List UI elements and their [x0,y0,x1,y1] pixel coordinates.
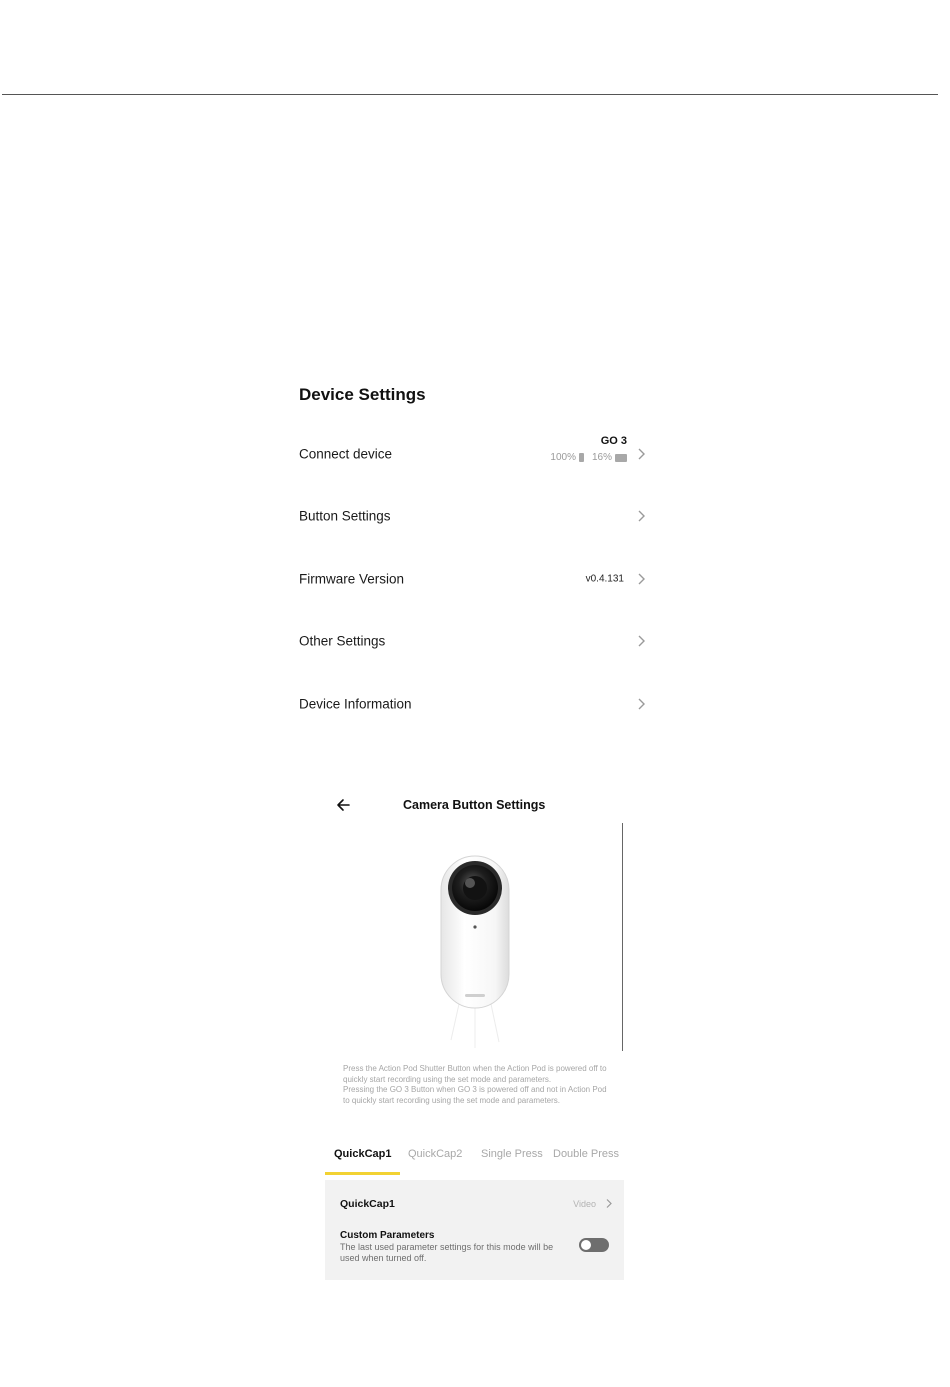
custom-parameters-toggle[interactable] [579,1238,609,1252]
firmware-version-value: v0.4.131 [585,573,624,585]
toggle-knob [581,1240,591,1250]
row-firmware-version[interactable] [299,564,646,594]
description-go3: Pressing the GO 3 Button when GO 3 is powered off and not in Action Pod to quickly start recording using the set mode and parameters. [343,1085,607,1105]
description-action-pod: Press the Action Pod Shutter Button when the Action Pod is powered off to quickly start recording using the set mode and parameters. [343,1064,607,1084]
top-divider [2,94,938,95]
chevron-right-icon [636,572,646,586]
custom-parameters-help: The last used parameter settings for this mode will be used when turned off. [340,1242,554,1263]
custom-parameters-label: Custom Parameters [340,1230,435,1241]
scrollbar[interactable] [622,823,623,1051]
connect-device-label: Connect device [299,446,393,462]
button-tabs [325,1148,625,1174]
button-description [343,1064,607,1106]
chevron-right-icon[interactable] [605,1198,613,1209]
tab-quickcap2[interactable]: QuickCap2 [408,1148,463,1160]
button-settings-label: Button Settings [299,508,391,524]
chevron-right-icon [636,509,646,523]
active-tab-indicator [325,1172,400,1175]
camera-illustration [429,852,521,1052]
quickcap-mode-value: Video [573,1199,596,1209]
tab-single-press[interactable]: Single Press [481,1148,543,1160]
tab-quickcap1[interactable]: QuickCap1 [334,1148,392,1160]
battery-icon [579,453,584,462]
row-connect-device[interactable] [299,435,646,469]
device-status [550,452,627,463]
row-other-settings[interactable] [299,626,646,656]
arrow-left-icon[interactable] [335,797,351,813]
camera-button-settings-screen [325,780,625,1280]
firmware-version-label: Firmware Version [299,571,405,587]
camera-button-settings-title: Camera Button Settings [403,798,546,812]
chevron-right-icon [636,697,646,711]
quickcap-panel [325,1180,624,1280]
quickcap-mode-label[interactable]: QuickCap1 [340,1198,395,1210]
row-button-settings[interactable] [299,501,646,531]
tab-double-press[interactable]: Double Press [553,1148,620,1160]
row-device-information[interactable] [299,689,646,719]
device-settings-title: Device Settings [299,385,426,404]
battery-value: 100% [550,452,576,463]
chevron-right-icon [636,634,646,648]
chevron-right-icon [636,447,646,461]
storage-value: 16% [591,452,612,463]
device-name: GO 3 [600,435,627,447]
sd-card-icon [615,454,627,462]
other-settings-label: Other Settings [299,633,386,649]
device-information-label: Device Information [299,696,412,712]
